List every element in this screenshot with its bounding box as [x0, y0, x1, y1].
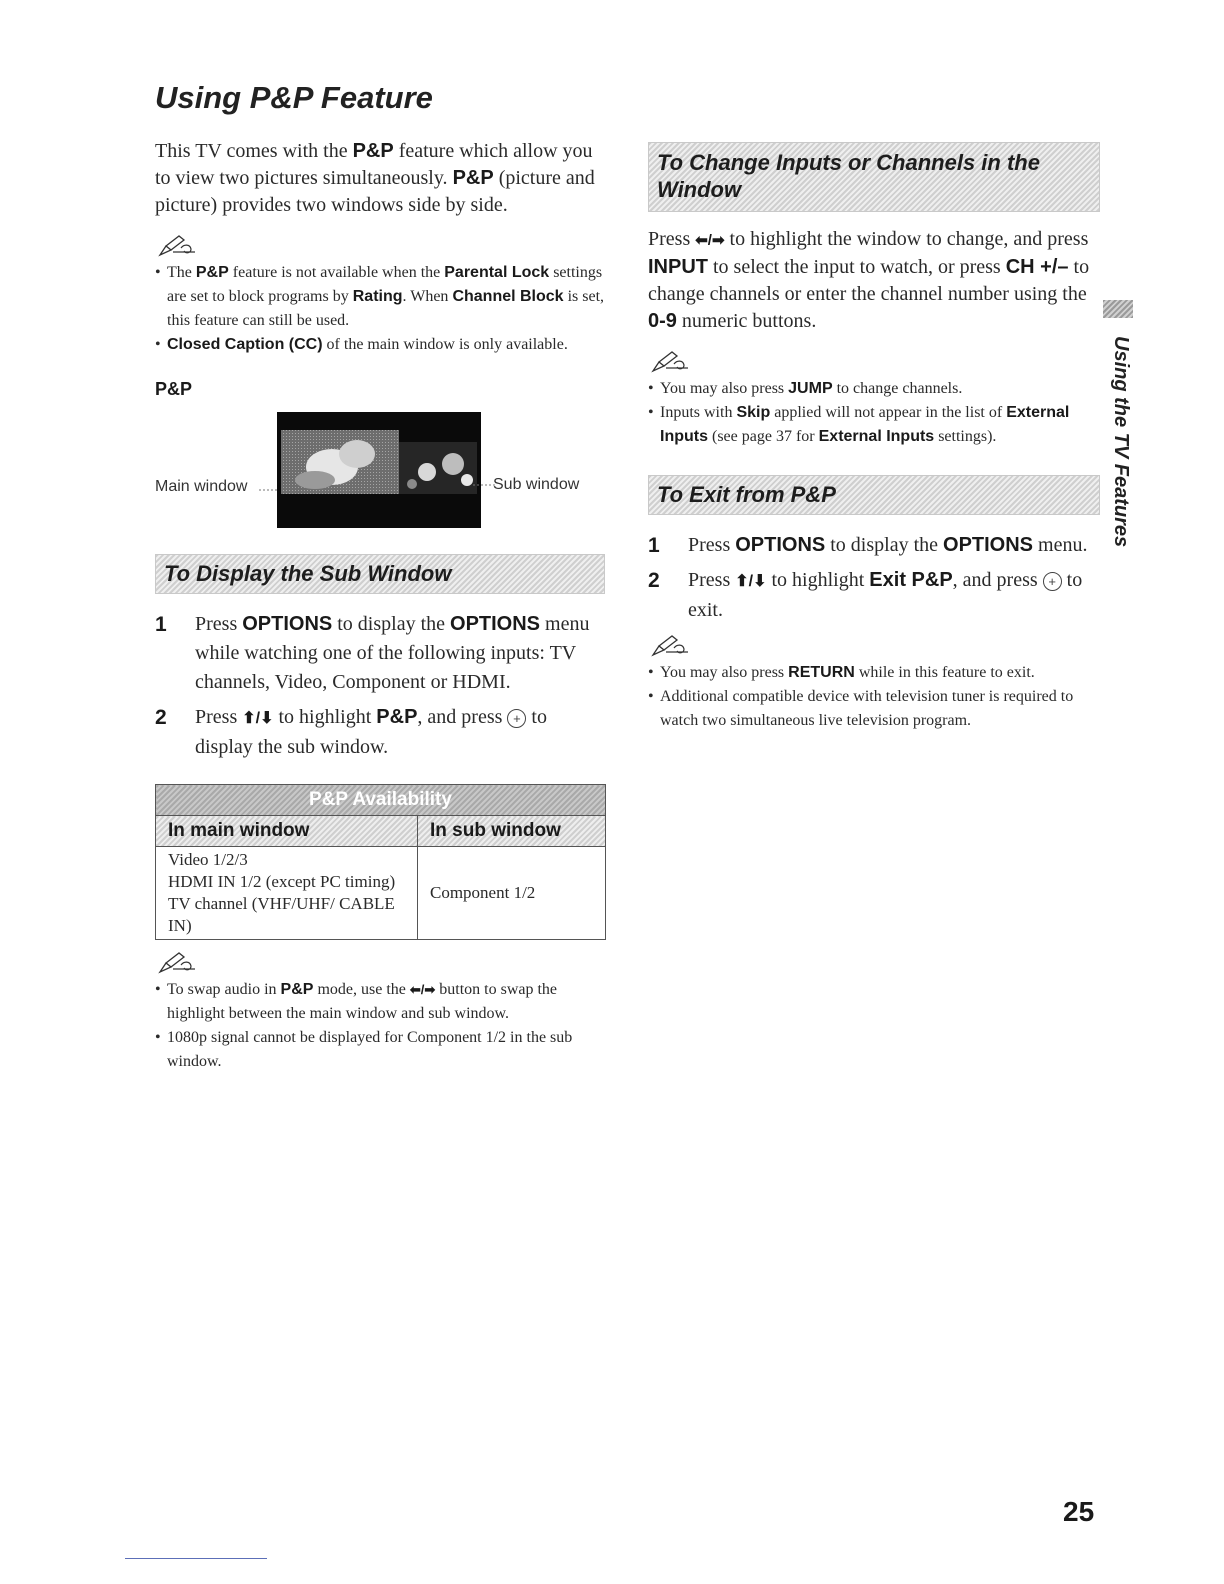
note-list: [648, 661, 1100, 733]
up-down-arrows-icon: ⬆/⬇: [735, 573, 767, 590]
note-item: • Inputs with Skip applied will not appear in the list of External Inputs (see page 37 for External Inputs settings).: [648, 401, 1100, 449]
pp-screen-picture: [277, 412, 481, 528]
main-window-label: Main window: [155, 478, 248, 495]
exit-steps: [648, 531, 1100, 625]
section-heading: To Display the Sub Window: [164, 561, 452, 586]
intro-paragraph: This TV comes with the P&P feature which allow you to view two pictures simultaneously. P&P (picture and picture) provides two windows side by side.: [155, 140, 595, 216]
note-item: • You may also press RETURN while in this feature to exit.: [648, 661, 1100, 685]
note-list: [155, 261, 605, 357]
left-right-arrows-icon: ⬅/➡: [695, 232, 725, 249]
page-title: Using P&P Feature: [155, 80, 433, 115]
right-column: [648, 142, 1100, 733]
display-sub-steps: [155, 610, 605, 762]
left-column: [155, 138, 605, 1074]
note-list: [155, 978, 605, 1074]
table-cell-main: [156, 847, 418, 940]
pp-figure: [155, 412, 605, 537]
step-item: 1 Press OPTIONS to display the OPTIONS menu while watching one of the following inputs: TV channels, Video, Component or HDMI.: [155, 613, 590, 693]
table-cell-line: HDMI IN 1/2 (except PC timing): [168, 872, 396, 891]
note-item: • You may also press JUMP to change channels.: [648, 377, 1100, 401]
pp-availability-table: [155, 784, 606, 940]
sub-window-label: Sub window: [493, 476, 580, 493]
chapter-side-label: Using the TV Features: [1110, 336, 1132, 548]
enter-button-icon: +: [507, 709, 526, 728]
table-cell-sub: Component 1/2: [418, 847, 606, 940]
footer-rule: [125, 1558, 267, 1559]
up-down-arrows-icon: ⬆/⬇: [242, 710, 274, 727]
page-number: 25: [1063, 1496, 1095, 1527]
enter-button-icon: +: [1043, 572, 1062, 591]
tv-screen-image: [277, 412, 481, 528]
note-item: • Additional compatible device with television tuner is required to watch two simultaneous live television program.: [648, 685, 1100, 733]
note-item: • To swap audio in P&P mode, use the ⬅/➡ button to swap the highlight between the main window and sub window.: [155, 978, 605, 1026]
left-right-arrows-icon: ⬅/➡: [409, 982, 436, 997]
table-header-sub: In sub window: [418, 816, 606, 847]
note-item: • The P&P feature is not available when the Parental Lock settings are set to block programs by Rating. When Channel Block is set, this feature can still be used.: [155, 261, 605, 333]
note-pencil-icon: [157, 235, 197, 257]
section-banner-display-sub: [155, 554, 605, 594]
table-title: P&P Availability: [156, 785, 606, 816]
chapter-tab-marker: [1103, 300, 1133, 318]
step-item: 2 Press ⬆/⬇ to highlight P&P, and press + to display the sub window.: [155, 706, 547, 758]
leader-line-sub: [473, 482, 495, 488]
section-banner-exit: [648, 475, 1100, 515]
section-banner-change-inputs: [648, 142, 1100, 212]
note-item: • Closed Caption (CC) of the main window is only available.: [155, 333, 605, 357]
note-item: • 1080p signal cannot be displayed for Component 1/2 in the sub window.: [155, 1026, 605, 1074]
note-pencil-icon: [157, 952, 197, 974]
step-item: 1 Press OPTIONS to display the OPTIONS menu.: [648, 534, 1088, 557]
section-heading: To Exit from P&P: [657, 482, 836, 507]
table-header-main: In main window: [156, 816, 418, 847]
note-pencil-icon: [650, 635, 690, 657]
step-item: 2 Press ⬆/⬇ to highlight Exit P&P, and press + to exit.: [648, 569, 1083, 621]
section-heading: To Change Inputs or Channels in the Window: [657, 150, 1040, 202]
table-cell-line: Video 1/2/3: [168, 850, 248, 869]
table-cell-line: TV channel (VHF/UHF/ CABLE IN): [168, 894, 395, 935]
figure-heading: P&P: [155, 379, 193, 399]
note-list: [648, 377, 1100, 449]
note-pencil-icon: [650, 351, 690, 373]
change-inputs-paragraph: Press ⬅/➡ to highlight the window to change, and press INPUT to select the input to watch, or press CH +/– to change channels or enter the channel number using the 0-9 numeric buttons.: [648, 228, 1090, 332]
